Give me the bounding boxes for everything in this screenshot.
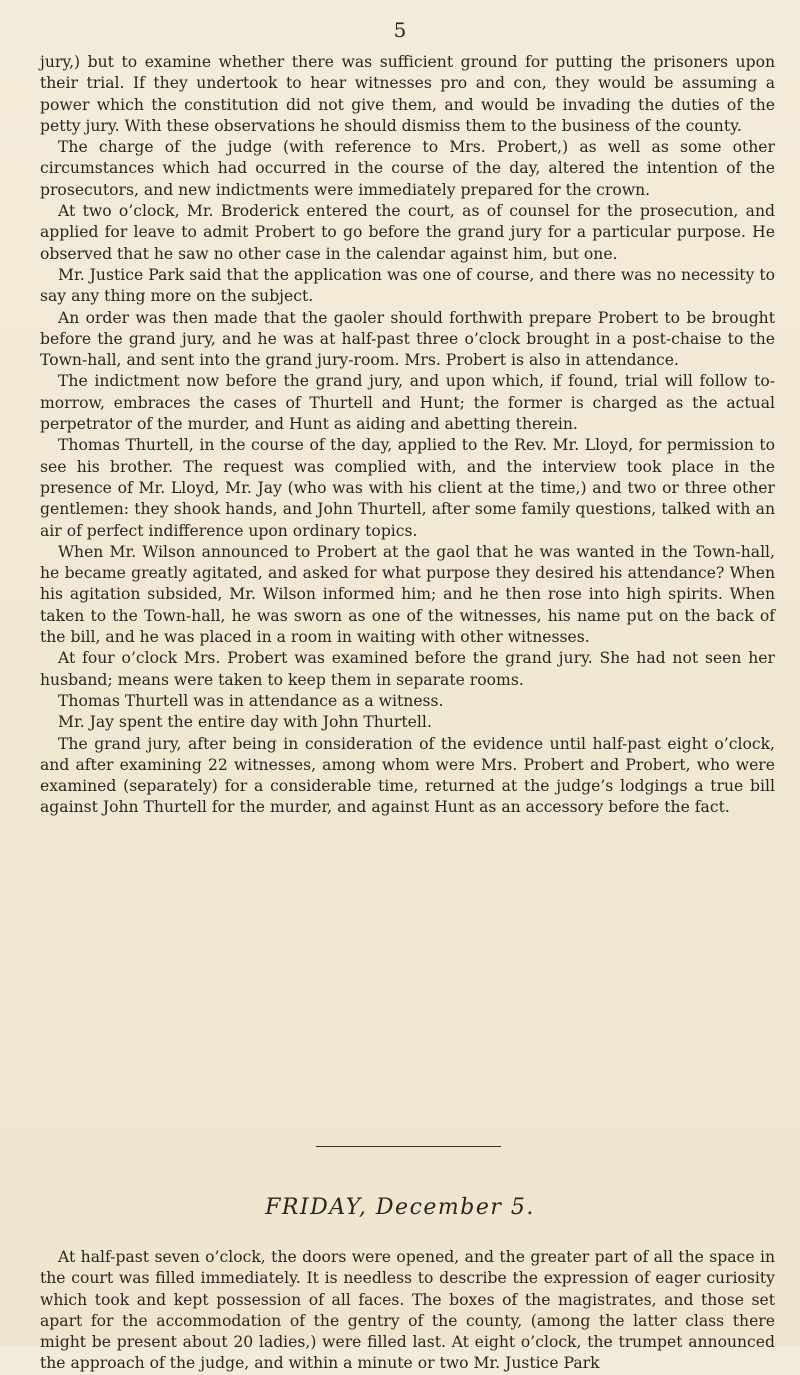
paragraph: The grand jury, after being in consideration of the evidence until half-past eight o’clock, and after examining 22 witnesses, among whom were Mrs. Probert and Probert, who were examined (separately) for a considerable time, returned at the judge’s lodgings a true bill against John Thurtell for the murder, and against Hunt as an accessory before the fact. bbox=[40, 734, 775, 817]
section-heading: FRIDAY, December 5. bbox=[265, 1195, 535, 1220]
paragraph: Mr. Justice Park said that the application was one of course, and there was no necessity to say any thing more on the subject. bbox=[40, 265, 775, 306]
paragraph: Mr. Jay spent the entire day with John Thurtell. bbox=[58, 713, 432, 732]
page-number: 5 bbox=[393, 18, 407, 42]
paragraph: At half-past seven o’clock, the doors were opened, and the greater part of all the space in the court was filled immediately. It is needless to describe the expression of eager curiosity which took and kept possession of all faces. The boxes of the magistrates, and those set apart for the accommodation of the gentry of the county, (among the latter class there might be present about 20 ladies,) were filled last. At eight o’clock, the trumpet announced the approach of the judge, and within a minute or two Mr. Justice Park bbox=[40, 1248, 775, 1373]
paragraph: An order was then made that the gaoler should forthwith prepare Probert to be brought before the grand jury, and he was at half-past three o’clock brought in a post-chaise to the Town-hall, and sent into the grand jury-room. Mrs. Probert is also in attendance. bbox=[40, 308, 775, 370]
body-text bbox=[40, 52, 775, 819]
section-text bbox=[40, 1247, 775, 1375]
paragraph: The indictment now before the grand jury, and upon which, if found, trial will follow to-morrow, embraces the cases of Thurtell and Hunt; the former is charged as the actual perpetrator of the murder, and Hunt as aiding and abetting therein. bbox=[40, 372, 775, 434]
paragraph: At two o’clock, Mr. Broderick entered the court, as of counsel for the prosecution, and applied for leave to admit Probert to go before the grand jury for a particular purpose. He observed that he saw no other case in the calendar against him, but one. bbox=[40, 202, 775, 263]
paragraph: When Mr. Wilson announced to Probert at the gaol that he was wanted in the Town-hall, he became greatly agitated, and asked for what purpose they desired his attendance? When his agitation subsided, Mr. Wilson informed him; and he then rose into high spirits. When taken to the Town-hall, he was sworn as one of the witnesses, his name put on the back of the bill, and he was placed in a room in waiting with other witnesses. bbox=[40, 542, 775, 647]
paragraph: At four o’clock Mrs. Probert was examined before the grand jury. She had not seen her husband; means were taken to keep them in separate rooms. bbox=[40, 649, 775, 689]
paragraph: Thomas Thurtell, in the course of the day, applied to the Rev. Mr. Lloyd, for permission to see his brother. The request was complied with, and the interview took place in the presence of Mr. Lloyd, Mr. Jay (who was with his client at the time,) and two or three other gentlemen: they shook hands, and John Thurtell, after some family questions, talked with an air of perfect indifference upon ordinary topics. bbox=[40, 436, 775, 540]
paragraph: jury,) but to examine whether there was sufficient ground for putting the prisoners upon their trial. If they undertook to hear witnesses pro and con, they would be assuming a power which the constitution did not give them, and would be invading the duties of the petty jury. With these observations he should dismiss them to the business of the county. bbox=[40, 53, 775, 135]
paragraph: Thomas Thurtell was in attendance as a witness. bbox=[58, 691, 444, 710]
section-divider bbox=[316, 1146, 501, 1147]
paragraph: The charge of the judge (with reference to Mrs. Probert,) as well as some other circumstances which had occurred in the course of the day, altered the intention of the prosecutors, and new indictments were immediately prepared for the crown. bbox=[40, 138, 775, 199]
